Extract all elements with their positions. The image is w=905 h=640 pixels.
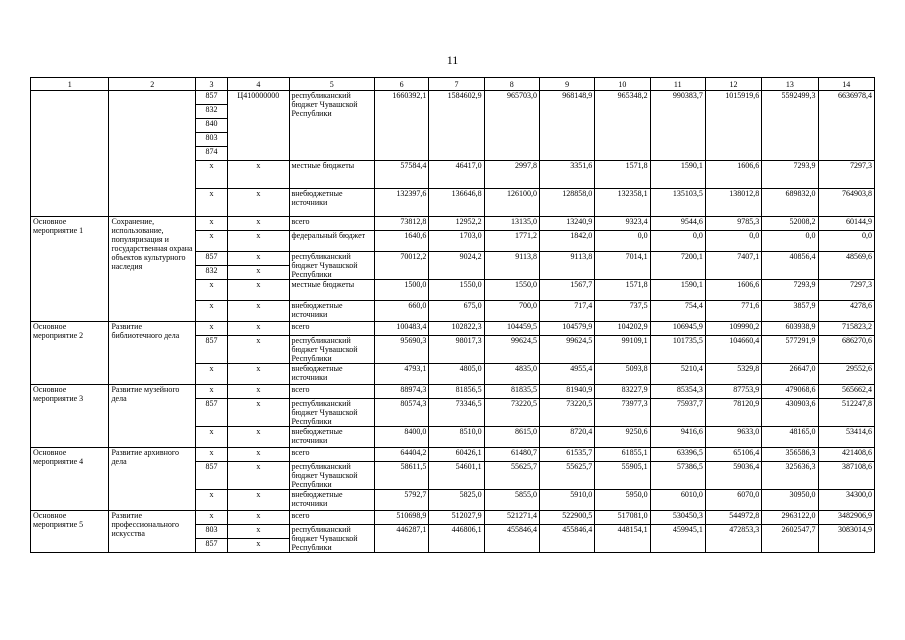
amount-cell: 64404,2: [375, 448, 429, 462]
amount-cell: 59036,4: [705, 462, 761, 490]
amount-cell: 510698,9: [375, 511, 429, 525]
target-code-cell: Ц410000000: [228, 91, 289, 161]
amount-cell: 9323,4: [595, 217, 650, 231]
amount-cell: 9633,0: [705, 427, 761, 448]
amount-cell: 1606,6: [705, 161, 761, 189]
amount-cell: 8720,4: [539, 427, 594, 448]
target-code-cell: x: [228, 252, 289, 266]
amount-cell: 3482906,9: [818, 511, 874, 525]
amount-cell: 1550,0: [484, 280, 539, 301]
amount-cell: 565662,4: [818, 385, 874, 399]
amount-cell: 55625,7: [539, 462, 594, 490]
column-header: 10: [595, 78, 650, 91]
code-cell: x: [195, 301, 227, 322]
amount-cell: 8400,0: [375, 427, 429, 448]
amount-cell: 9113,8: [539, 252, 594, 280]
amount-cell: 138012,8: [705, 189, 761, 217]
amount-cell: 0,0: [650, 231, 705, 252]
amount-cell: 55905,1: [595, 462, 650, 490]
amount-cell: 1567,7: [539, 280, 594, 301]
amount-cell: 2602547,7: [762, 525, 818, 553]
amount-cell: 1660392,1: [375, 91, 429, 161]
code-cell: 857: [195, 539, 227, 553]
amount-cell: 965703,0: [484, 91, 539, 161]
amount-cell: 715823,2: [818, 322, 874, 336]
amount-cell: 99624,5: [539, 336, 594, 364]
source-cell: всего: [289, 511, 375, 525]
code-cell: 803: [195, 525, 227, 539]
amount-cell: 52008,2: [762, 217, 818, 231]
source-cell: республиканский бюджет Чувашской Республики: [289, 336, 375, 364]
column-header: 6: [375, 78, 429, 91]
amount-cell: 7297,3: [818, 280, 874, 301]
source-cell: всего: [289, 448, 375, 462]
column-header: 11: [650, 78, 705, 91]
code-cell: x: [195, 217, 227, 231]
amount-cell: 603938,9: [762, 322, 818, 336]
amount-cell: 512247,8: [818, 399, 874, 427]
source-cell: всего: [289, 385, 375, 399]
amount-cell: 1584602,9: [429, 91, 484, 161]
code-cell: 874: [195, 147, 227, 161]
code-cell: x: [195, 189, 227, 217]
code-cell: x: [195, 427, 227, 448]
amount-cell: 5855,0: [484, 490, 539, 511]
event-description: Развитие архивного дела: [109, 448, 196, 511]
amount-cell: 4835,0: [484, 364, 539, 385]
amount-cell: 70012,2: [375, 252, 429, 280]
event-title: Основное мероприятие 1: [31, 217, 109, 322]
event-title: Основное мероприятие 5: [31, 511, 109, 553]
amount-cell: 1640,6: [375, 231, 429, 252]
amount-cell: 48165,0: [762, 427, 818, 448]
target-code-cell: x: [228, 490, 289, 511]
amount-cell: 479068,6: [762, 385, 818, 399]
amount-cell: 60426,1: [429, 448, 484, 462]
target-code-cell: x: [228, 189, 289, 217]
amount-cell: 9250,6: [595, 427, 650, 448]
amount-cell: 136646,8: [429, 189, 484, 217]
amount-cell: 7407,1: [705, 252, 761, 280]
amount-cell: 0,0: [762, 231, 818, 252]
amount-cell: 5329,8: [705, 364, 761, 385]
target-code-cell: x: [228, 336, 289, 364]
amount-cell: 81835,5: [484, 385, 539, 399]
amount-cell: 2963122,0: [762, 511, 818, 525]
target-code-cell: x: [228, 525, 289, 539]
column-header: 13: [762, 78, 818, 91]
amount-cell: 5825,0: [429, 490, 484, 511]
source-cell: республиканский бюджет Чувашской Республики: [289, 399, 375, 427]
code-cell: x: [195, 231, 227, 252]
column-header: 9: [539, 78, 594, 91]
event-title: Основное мероприятие 2: [31, 322, 109, 385]
amount-cell: 83227,9: [595, 385, 650, 399]
code-cell: 857: [195, 336, 227, 364]
amount-cell: 104202,9: [595, 322, 650, 336]
code-cell: x: [195, 448, 227, 462]
amount-cell: 61535,7: [539, 448, 594, 462]
amount-cell: 1015919,6: [705, 91, 761, 161]
amount-cell: 132358,1: [595, 189, 650, 217]
amount-cell: 73346,5: [429, 399, 484, 427]
source-cell: всего: [289, 217, 375, 231]
code-cell: x: [195, 490, 227, 511]
code-cell: 840: [195, 119, 227, 133]
amount-cell: 544972,8: [705, 511, 761, 525]
amount-cell: 9416,6: [650, 427, 705, 448]
amount-cell: 75937,7: [650, 399, 705, 427]
amount-cell: 87753,9: [705, 385, 761, 399]
amount-cell: 9113,8: [484, 252, 539, 280]
amount-cell: 1606,6: [705, 280, 761, 301]
code-cell: 857: [195, 252, 227, 266]
source-cell: внебюджетные источники: [289, 189, 375, 217]
amount-cell: 1571,8: [595, 161, 650, 189]
event-description: Сохранение, использование, популяризация и государственная охрана объектов культурного наследия: [109, 217, 196, 322]
amount-cell: 455846,4: [539, 525, 594, 553]
amount-cell: 6010,0: [650, 490, 705, 511]
column-header: 5: [289, 78, 375, 91]
table-row: [31, 217, 875, 231]
target-code-cell: x: [228, 511, 289, 525]
amount-cell: 30950,0: [762, 490, 818, 511]
amount-cell: 660,0: [375, 301, 429, 322]
event-cell: [31, 91, 109, 217]
code-cell: x: [195, 322, 227, 336]
amount-cell: 5592499,3: [762, 91, 818, 161]
amount-cell: 73812,8: [375, 217, 429, 231]
amount-cell: 81940,9: [539, 385, 594, 399]
event-description: Развитие библиотечного дела: [109, 322, 196, 385]
amount-cell: 689832,0: [762, 189, 818, 217]
column-header: 2: [109, 78, 196, 91]
amount-cell: 5950,0: [595, 490, 650, 511]
amount-cell: 1842,0: [539, 231, 594, 252]
code-cell: 857: [195, 91, 227, 105]
amount-cell: 421408,6: [818, 448, 874, 462]
event-title: Основное мероприятие 4: [31, 448, 109, 511]
amount-cell: 3351,6: [539, 161, 594, 189]
amount-cell: 1771,2: [484, 231, 539, 252]
amount-cell: 5910,0: [539, 490, 594, 511]
amount-cell: 58611,5: [375, 462, 429, 490]
description-cell: [109, 91, 196, 217]
event-description: Развитие профессионального искусства: [109, 511, 196, 553]
amount-cell: 78120,9: [705, 399, 761, 427]
amount-cell: 754,4: [650, 301, 705, 322]
amount-cell: 8615,0: [484, 427, 539, 448]
column-header: 8: [484, 78, 539, 91]
column-header: 14: [818, 78, 874, 91]
table-row: [31, 385, 875, 399]
amount-cell: 0,0: [595, 231, 650, 252]
event-title: Основное мероприятие 3: [31, 385, 109, 448]
amount-cell: 0,0: [818, 231, 874, 252]
event-description: Развитие музейного дела: [109, 385, 196, 448]
amount-cell: 73977,3: [595, 399, 650, 427]
source-cell: внебюджетные источники: [289, 301, 375, 322]
amount-cell: 9544,6: [650, 217, 705, 231]
target-code-cell: x: [228, 385, 289, 399]
table-row: [31, 448, 875, 462]
amount-cell: 965348,2: [595, 91, 650, 161]
target-code-cell: x: [228, 399, 289, 427]
amount-cell: 459945,1: [650, 525, 705, 553]
amount-cell: 4278,6: [818, 301, 874, 322]
amount-cell: 968148,9: [539, 91, 594, 161]
amount-cell: 446287,1: [375, 525, 429, 553]
amount-cell: 717,4: [539, 301, 594, 322]
amount-cell: 0,0: [705, 231, 761, 252]
amount-cell: 5792,7: [375, 490, 429, 511]
amount-cell: 65106,4: [705, 448, 761, 462]
column-header: 1: [31, 78, 109, 91]
amount-cell: 522900,5: [539, 511, 594, 525]
source-cell: республиканский бюджет Чувашской Республики: [289, 462, 375, 490]
source-cell: внебюджетные источники: [289, 427, 375, 448]
amount-cell: 764903,8: [818, 189, 874, 217]
amount-cell: 46417,0: [429, 161, 484, 189]
amount-cell: 325636,3: [762, 462, 818, 490]
target-code-cell: x: [228, 217, 289, 231]
amount-cell: 12952,2: [429, 217, 484, 231]
amount-cell: 3857,9: [762, 301, 818, 322]
amount-cell: 73220,5: [484, 399, 539, 427]
amount-cell: 126100,0: [484, 189, 539, 217]
amount-cell: 9785,3: [705, 217, 761, 231]
column-header: 7: [429, 78, 484, 91]
amount-cell: 85354,3: [650, 385, 705, 399]
target-code-cell: x: [228, 462, 289, 490]
target-code-cell: x: [228, 301, 289, 322]
amount-cell: 7297,3: [818, 161, 874, 189]
amount-cell: 6070,0: [705, 490, 761, 511]
amount-cell: 990383,7: [650, 91, 705, 161]
source-cell: всего: [289, 322, 375, 336]
amount-cell: 61480,7: [484, 448, 539, 462]
amount-cell: 5093,8: [595, 364, 650, 385]
amount-cell: 8510,0: [429, 427, 484, 448]
amount-cell: 61855,1: [595, 448, 650, 462]
code-cell: x: [195, 385, 227, 399]
amount-cell: 771,6: [705, 301, 761, 322]
amount-cell: 109990,2: [705, 322, 761, 336]
amount-cell: 135103,5: [650, 189, 705, 217]
code-cell: 857: [195, 462, 227, 490]
column-header: 12: [705, 78, 761, 91]
amount-cell: 99109,1: [595, 336, 650, 364]
code-cell: x: [195, 364, 227, 385]
code-cell: x: [195, 511, 227, 525]
amount-cell: 577291,9: [762, 336, 818, 364]
amount-cell: 448154,1: [595, 525, 650, 553]
source-cell: республиканский бюджет Чувашской Республики: [289, 252, 375, 280]
amount-cell: 88974,3: [375, 385, 429, 399]
source-cell: местные бюджеты: [289, 161, 375, 189]
amount-cell: 100483,4: [375, 322, 429, 336]
amount-cell: 1550,0: [429, 280, 484, 301]
amount-cell: 95690,3: [375, 336, 429, 364]
source-cell: внебюджетные источники: [289, 364, 375, 385]
target-code-cell: x: [228, 231, 289, 252]
source-cell: республиканский бюджет Чувашской Республики: [289, 525, 375, 553]
amount-cell: 6636978,4: [818, 91, 874, 161]
amount-cell: 387108,6: [818, 462, 874, 490]
target-code-cell: x: [228, 322, 289, 336]
target-code-cell: x: [228, 280, 289, 301]
table-row: [31, 78, 875, 91]
amount-cell: 1703,0: [429, 231, 484, 252]
amount-cell: 98017,3: [429, 336, 484, 364]
amount-cell: 53414,6: [818, 427, 874, 448]
amount-cell: 63396,5: [650, 448, 705, 462]
target-code-cell: x: [228, 266, 289, 280]
source-cell: внебюджетные источники: [289, 490, 375, 511]
target-code-cell: x: [228, 161, 289, 189]
column-header: 4: [228, 78, 289, 91]
amount-cell: 54601,1: [429, 462, 484, 490]
amount-cell: 106945,9: [650, 322, 705, 336]
table-row: [31, 91, 875, 105]
amount-cell: 4793,1: [375, 364, 429, 385]
code-cell: 857: [195, 399, 227, 427]
amount-cell: 356586,3: [762, 448, 818, 462]
amount-cell: 55625,7: [484, 462, 539, 490]
amount-cell: 48569,6: [818, 252, 874, 280]
page-number: 11: [446, 53, 459, 67]
amount-cell: 9024,2: [429, 252, 484, 280]
amount-cell: 1590,1: [650, 280, 705, 301]
amount-cell: 81856,5: [429, 385, 484, 399]
amount-cell: 3083014,9: [818, 525, 874, 553]
amount-cell: 1571,8: [595, 280, 650, 301]
column-header: 3: [195, 78, 227, 91]
budget-table: [30, 77, 875, 553]
amount-cell: 73220,5: [539, 399, 594, 427]
amount-cell: 512027,9: [429, 511, 484, 525]
source-cell: республиканский бюджет Чувашской Республики: [289, 91, 375, 161]
source-cell: местные бюджеты: [289, 280, 375, 301]
amount-cell: 4805,0: [429, 364, 484, 385]
amount-cell: 40856,4: [762, 252, 818, 280]
target-code-cell: x: [228, 364, 289, 385]
amount-cell: 472853,3: [705, 525, 761, 553]
amount-cell: 737,5: [595, 301, 650, 322]
amount-cell: 57386,5: [650, 462, 705, 490]
amount-cell: 675,0: [429, 301, 484, 322]
amount-cell: 99624,5: [484, 336, 539, 364]
amount-cell: 455846,4: [484, 525, 539, 553]
code-cell: 832: [195, 105, 227, 119]
amount-cell: 686270,6: [818, 336, 874, 364]
amount-cell: 521271,4: [484, 511, 539, 525]
amount-cell: 7293,9: [762, 161, 818, 189]
code-cell: x: [195, 280, 227, 301]
table-row: [31, 322, 875, 336]
amount-cell: 104579,9: [539, 322, 594, 336]
amount-cell: 102822,3: [429, 322, 484, 336]
amount-cell: 5210,4: [650, 364, 705, 385]
amount-cell: 530450,3: [650, 511, 705, 525]
code-cell: 803: [195, 133, 227, 147]
amount-cell: 57584,4: [375, 161, 429, 189]
amount-cell: 34300,0: [818, 490, 874, 511]
amount-cell: 101735,5: [650, 336, 705, 364]
amount-cell: 80574,3: [375, 399, 429, 427]
table-row: [31, 511, 875, 525]
amount-cell: 29552,6: [818, 364, 874, 385]
amount-cell: 517081,0: [595, 511, 650, 525]
amount-cell: 2997,8: [484, 161, 539, 189]
target-code-cell: x: [228, 427, 289, 448]
amount-cell: 446806,1: [429, 525, 484, 553]
amount-cell: 132397,6: [375, 189, 429, 217]
amount-cell: 7014,1: [595, 252, 650, 280]
amount-cell: 430903,6: [762, 399, 818, 427]
code-cell: 832: [195, 266, 227, 280]
amount-cell: 1500,0: [375, 280, 429, 301]
amount-cell: 104660,4: [705, 336, 761, 364]
amount-cell: 13240,9: [539, 217, 594, 231]
amount-cell: 7200,1: [650, 252, 705, 280]
amount-cell: 1590,1: [650, 161, 705, 189]
amount-cell: 128858,0: [539, 189, 594, 217]
target-code-cell: x: [228, 448, 289, 462]
source-cell: федеральный бюджет: [289, 231, 375, 252]
amount-cell: 104459,5: [484, 322, 539, 336]
amount-cell: 26647,0: [762, 364, 818, 385]
target-code-cell: x: [228, 539, 289, 553]
amount-cell: 4955,4: [539, 364, 594, 385]
amount-cell: 60144,9: [818, 217, 874, 231]
amount-cell: 700,0: [484, 301, 539, 322]
amount-cell: 13135,0: [484, 217, 539, 231]
amount-cell: 7293,9: [762, 280, 818, 301]
code-cell: x: [195, 161, 227, 189]
